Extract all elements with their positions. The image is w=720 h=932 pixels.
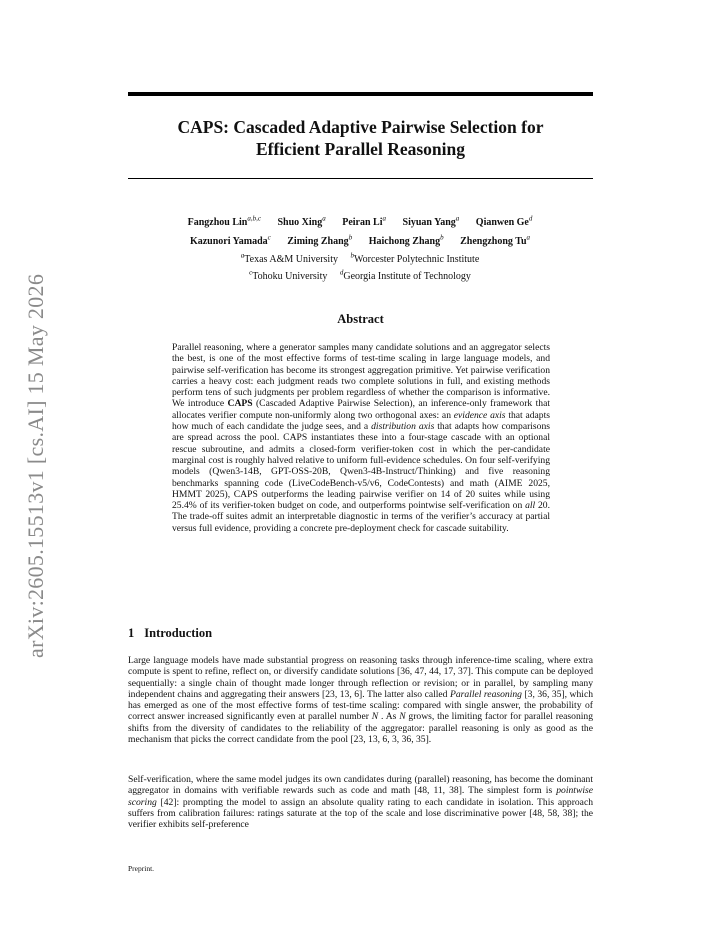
author: Peiran Li$^a$ [342, 215, 387, 229]
author: Zhengzhong Tu$^a$ [460, 233, 531, 247]
section-heading-introduction: 1 Introduction [128, 626, 213, 640]
author: Siyuan Yang$^a$ [402, 215, 460, 229]
abstract-heading: Abstract [337, 312, 384, 326]
title-line-2: Efficient Parallel Reasoning [255, 139, 465, 159]
author-row-2 [120, 230, 600, 248]
author: Qianwen Ge$^d$ [475, 215, 533, 229]
author: Ziming Zhang$^b$ [287, 233, 353, 247]
footer-preprint: Preprint. [128, 864, 155, 873]
affiliations-row-2 [120, 267, 600, 283]
author: Haichong Zhang$^b$ [368, 233, 444, 247]
paper-title [128, 116, 593, 160]
intro-paragraph-2: Self-verification, where the same model judges its own candidates during (parallel) reasoning, has become the dominant aggregator in domains with verifiable rewards such as code and math [48, 11, 38]. The simplest form is pointwise scoring [42]: prompting the model to assign an absolute quality rating to each candidate in isolation. This approach suffers from calibration failures: ratings saturate at the top of the scale and lose discriminative power [48, 58, 38]; the verifier exhibits self-preference [128, 774, 593, 831]
title-bottom-rule [128, 178, 593, 179]
title-top-rule [128, 92, 593, 96]
intro-paragraph-1: Large language models have made substantial progress on reasoning tasks through inference-time scaling, where extra compute is spent to refine, reflect on, or diversify candidate solutions [36, 47, 44, 17, 37]. This compute can be deployed sequentially: a single chain of thought made longer through reflection or revision; or in parallel, by sampling many independent chains and aggregating their answers [23, 13, 6]. The latter also called Parallel reasoning [3, 36, 35], which has emerged as one of the most effective forms of test-time scaling: compared with single answer, the probability of correct answer increased significantly even at parallel number N . As N grows, the limiting factor for parallel reasoning shifts from the diversity of candidates to the reliability of the aggregator: parallel reasoning is only as good as the mechanism that picks the correct candidate from the pool [23, 13, 6, 3, 36, 35]. [128, 655, 593, 746]
author: Fangzhou Lin$^{a,b,c}$ [187, 215, 261, 229]
affiliation: $^b$Worcester Polytechnic Institute [350, 251, 480, 265]
affiliations-row-1 [120, 250, 600, 266]
affiliation: $^a$Texas A&M University [240, 251, 338, 265]
arxiv-identifier[interactable]: arXiv:2605.15513v1 [cs.AI] 15 May 2026 [23, 273, 48, 658]
abstract-body: Parallel reasoning, where a generator samples many candidate solutions and an aggregator selects the best, is one of the most effective forms of test-time scaling in large language models, and pairwise self-verification has become its strongest aggregation primitive. Yet pairwise verification carries a heavy cost: each judgment reads two complete solutions in full, and existing methods perform tens of such judgments per problem regardless of whether the comparison is informative. We introduce CAPS (Cascaded Adaptive Pairwise Selection), an inference-only framework that allocates verifier compute non-uniformly along two orthogonal axes: an evidence axis that adapts how much of each candidate the judge sees, and a distribution axis that adapts how comparisons are spread across the pool. CAPS instantiates these into a four-stage cascade with an optional rescue subroutine, and admits a closed-form verifier-token cost in which the per-candidate marginal cost is roughly halved relative to uniform full-evidence schedules. On four self-verifying models (Qwen3-14B, GPT-OSS-20B, Qwen3-4B-Instruct/Thinking) and five reasoning benchmarks spanning code (LiveCodeBench-v5/v6, CodeContests) and math (AIME 2025, HMMT 2025), CAPS outperforms the leading pairwise verifier on 14 of 20 suites while using 25.4% of its verifier-token budget on code, and outperforms pointwise self-verification on all 20. The trade-off suites admit an interpretable diagnostic in terms of the verifier’s accuracy at partial versus full evidence, providing a concrete pre-deployment check for cascade suitability. [172, 342, 550, 534]
affiliation: $^d$Georgia Institute of Technology [339, 268, 471, 283]
author: Kazunori Yamada$^c$ [189, 233, 271, 247]
author: Shuo Xing$^a$ [277, 215, 326, 229]
author-block [120, 212, 600, 283]
author-row-1 [120, 212, 600, 230]
affiliation: $^c$Tohoku University [249, 268, 328, 283]
title-line-1: CAPS: Cascaded Adaptive Pairwise Selection for [177, 117, 544, 137]
